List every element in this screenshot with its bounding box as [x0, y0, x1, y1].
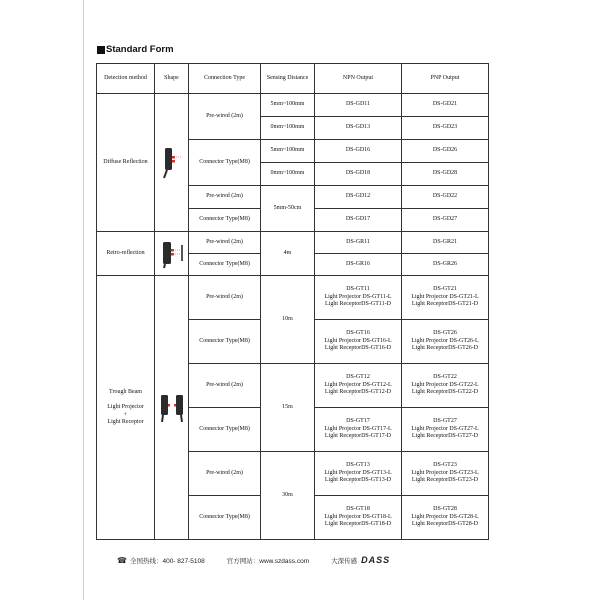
model-code: DS-GT17: [346, 418, 370, 425]
receptor-code: Light ReceptorDS-GT26-D: [411, 345, 479, 352]
method-through-line4: Light Receptor: [107, 419, 144, 425]
pnp-cell: DS-GD26: [402, 140, 489, 163]
pnp-cell: DS-GD23: [402, 117, 489, 140]
pnp-cell: DS-GD27: [402, 209, 489, 232]
shape-cell-diffuse: [155, 94, 189, 232]
npn-cell: [315, 496, 402, 540]
projector-code: Light Projector DS-GT28-L: [411, 513, 479, 520]
npn-cell: [315, 320, 402, 364]
method-diffuse: Diffuse Reflection: [97, 94, 155, 232]
conn-cell: Pre-wired (2m): [189, 276, 261, 320]
header-pnp-output: PNP Output: [402, 64, 489, 94]
footer-website: 官方网站：www.szdass.com: [226, 557, 310, 565]
npn-cell: [315, 364, 402, 408]
dist-cell: 15m: [261, 364, 315, 452]
pnp-cell: [402, 276, 489, 320]
diffuse-sensor-icon: [156, 146, 187, 180]
projector-code: Light Projector DS-GT23-L: [411, 469, 479, 476]
retro-sensor-icon: [156, 239, 187, 269]
npn-cell: DS-GD16: [315, 140, 402, 163]
projector-code: Light Projector DS-GT21-L: [411, 293, 479, 300]
dist-cell: 5mm-50cm: [261, 186, 315, 232]
projector-code: Light Projector DS-GT11-L: [324, 293, 392, 300]
receptor-code: Light ReceptorDS-GT12-D: [324, 389, 392, 396]
brand-logo: DASS: [361, 555, 391, 565]
pnp-cell: DS-GR21: [402, 232, 489, 254]
conn-cell: Connector Type(M8): [189, 140, 261, 186]
model-code: DS-GT21: [433, 286, 457, 293]
projector-code: Light Projector DS-GT22-L: [411, 381, 479, 388]
model-code: DS-GT18: [346, 506, 370, 513]
model-code: DS-GT12: [346, 374, 370, 381]
header-shape: Shape: [155, 64, 189, 94]
pnp-cell: DS-GD21: [402, 94, 489, 117]
footer-phone: 全国热线：400- 827-5108: [129, 557, 205, 565]
npn-cell: DS-GD13: [315, 117, 402, 140]
section-title: [97, 44, 174, 55]
conn-cell: Pre-wired (2m): [189, 94, 261, 140]
pnp-cell: DS-GR26: [402, 254, 489, 276]
pnp-cell: [402, 320, 489, 364]
dist-cell: 0mm~100mm: [261, 163, 315, 186]
projector-code: Light Projector DS-GT18-L: [324, 513, 392, 520]
shape-cell-retro: [155, 232, 189, 276]
pnp-cell: [402, 496, 489, 540]
npn-cell: [315, 276, 402, 320]
npn-cell: DS-GR16: [315, 254, 402, 276]
model-code: DS-GT23: [433, 462, 457, 469]
header-detection-method: Detection method: [97, 64, 155, 94]
receptor-code: Light ReceptorDS-GT27-D: [411, 433, 479, 440]
model-spec-table: [96, 63, 489, 540]
method-through-line1: Trough Beam: [109, 388, 142, 395]
page-footer: [117, 554, 437, 566]
conn-cell: Connector Type(M8): [189, 408, 261, 452]
conn-cell: Connector Type(M8): [189, 254, 261, 276]
pnp-cell: [402, 364, 489, 408]
conn-cell: Pre-wired (2m): [189, 232, 261, 254]
receptor-code: Light ReceptorDS-GT23-D: [411, 477, 479, 484]
projector-code: Light Projector DS-GT26-L: [411, 337, 479, 344]
npn-cell: [315, 452, 402, 496]
through-beam-sensor-icon: [156, 392, 187, 424]
projector-code: Light Projector DS-GT16-L: [324, 337, 392, 344]
pnp-cell: [402, 408, 489, 452]
npn-cell: DS-GR11: [315, 232, 402, 254]
conn-cell: Pre-wired (2m): [189, 364, 261, 408]
method-spacer: [98, 396, 153, 404]
projector-code: Light Projector DS-GT13-L: [324, 469, 392, 476]
model-code: DS-GT11: [346, 286, 370, 293]
conn-cell: Pre-wired (2m): [189, 452, 261, 496]
conn-cell: Pre-wired (2m): [189, 186, 261, 209]
model-code: DS-GT13: [346, 462, 370, 469]
dist-cell: 5mm~100mm: [261, 94, 315, 117]
receptor-code: Light ReceptorDS-GT16-D: [324, 345, 392, 352]
table-header-row: [97, 64, 489, 94]
dist-cell: 10m: [261, 276, 315, 364]
table-row: [97, 232, 489, 254]
model-code: DS-GT27: [433, 418, 457, 425]
table-row: [97, 276, 489, 320]
page-edge-line: [83, 0, 84, 600]
header-connection-type: Connection Type: [189, 64, 261, 94]
method-through-line3: +: [123, 411, 128, 418]
method-through-line2: Light Projector: [107, 404, 144, 410]
header-sensing-distance: Sensing Distance: [261, 64, 315, 94]
dist-cell: 5mm~100mm: [261, 140, 315, 163]
title-square-bullet: [97, 46, 105, 54]
conn-cell: Connector Type(M8): [189, 496, 261, 540]
header-npn-output: NPN Output: [315, 64, 402, 94]
receptor-code: Light ReceptorDS-GT13-D: [324, 477, 392, 484]
pnp-cell: DS-GD22: [402, 186, 489, 209]
dist-cell: 4m: [261, 232, 315, 276]
model-code: DS-GT22: [433, 374, 457, 381]
receptor-code: Light ReceptorDS-GT18-D: [324, 521, 392, 528]
table-row: [97, 94, 489, 117]
dist-cell: 0mm~100mm: [261, 117, 315, 140]
section-title-text: Standard Form: [106, 44, 174, 55]
projector-code: Light Projector DS-GT27-L: [411, 425, 479, 432]
conn-cell: Connector Type(M8): [189, 209, 261, 232]
pnp-cell: [402, 452, 489, 496]
receptor-code: Light ReceptorDS-GT28-D: [411, 521, 479, 528]
conn-cell: Connector Type(M8): [189, 320, 261, 364]
receptor-code: Light ReceptorDS-GT22-D: [411, 389, 479, 396]
npn-cell: [315, 408, 402, 452]
npn-cell: DS-GD12: [315, 186, 402, 209]
dist-cell: 30m: [261, 452, 315, 540]
projector-code: Light Projector DS-GT12-L: [324, 381, 392, 388]
npn-cell: DS-GD11: [315, 94, 402, 117]
pnp-cell: DS-GD28: [402, 163, 489, 186]
receptor-code: Light ReceptorDS-GT17-D: [324, 433, 392, 440]
model-code: DS-GT16: [346, 330, 370, 337]
shape-cell-through: [155, 276, 189, 540]
projector-code: Light Projector DS-GT17-L: [324, 425, 392, 432]
receptor-code: Light ReceptorDS-GT11-D: [325, 301, 391, 308]
phone-icon: ☎: [117, 555, 127, 565]
method-through-beam: [97, 276, 155, 540]
footer-brand: 大深传感: [331, 557, 358, 565]
method-retro: Retro-reflection: [97, 232, 155, 276]
model-code: DS-GT26: [433, 330, 457, 337]
receptor-code: Light ReceptorDS-GT21-D: [411, 301, 479, 308]
model-code: DS-GT28: [433, 506, 457, 513]
npn-cell: DS-GD17: [315, 209, 402, 232]
npn-cell: DS-GD18: [315, 163, 402, 186]
